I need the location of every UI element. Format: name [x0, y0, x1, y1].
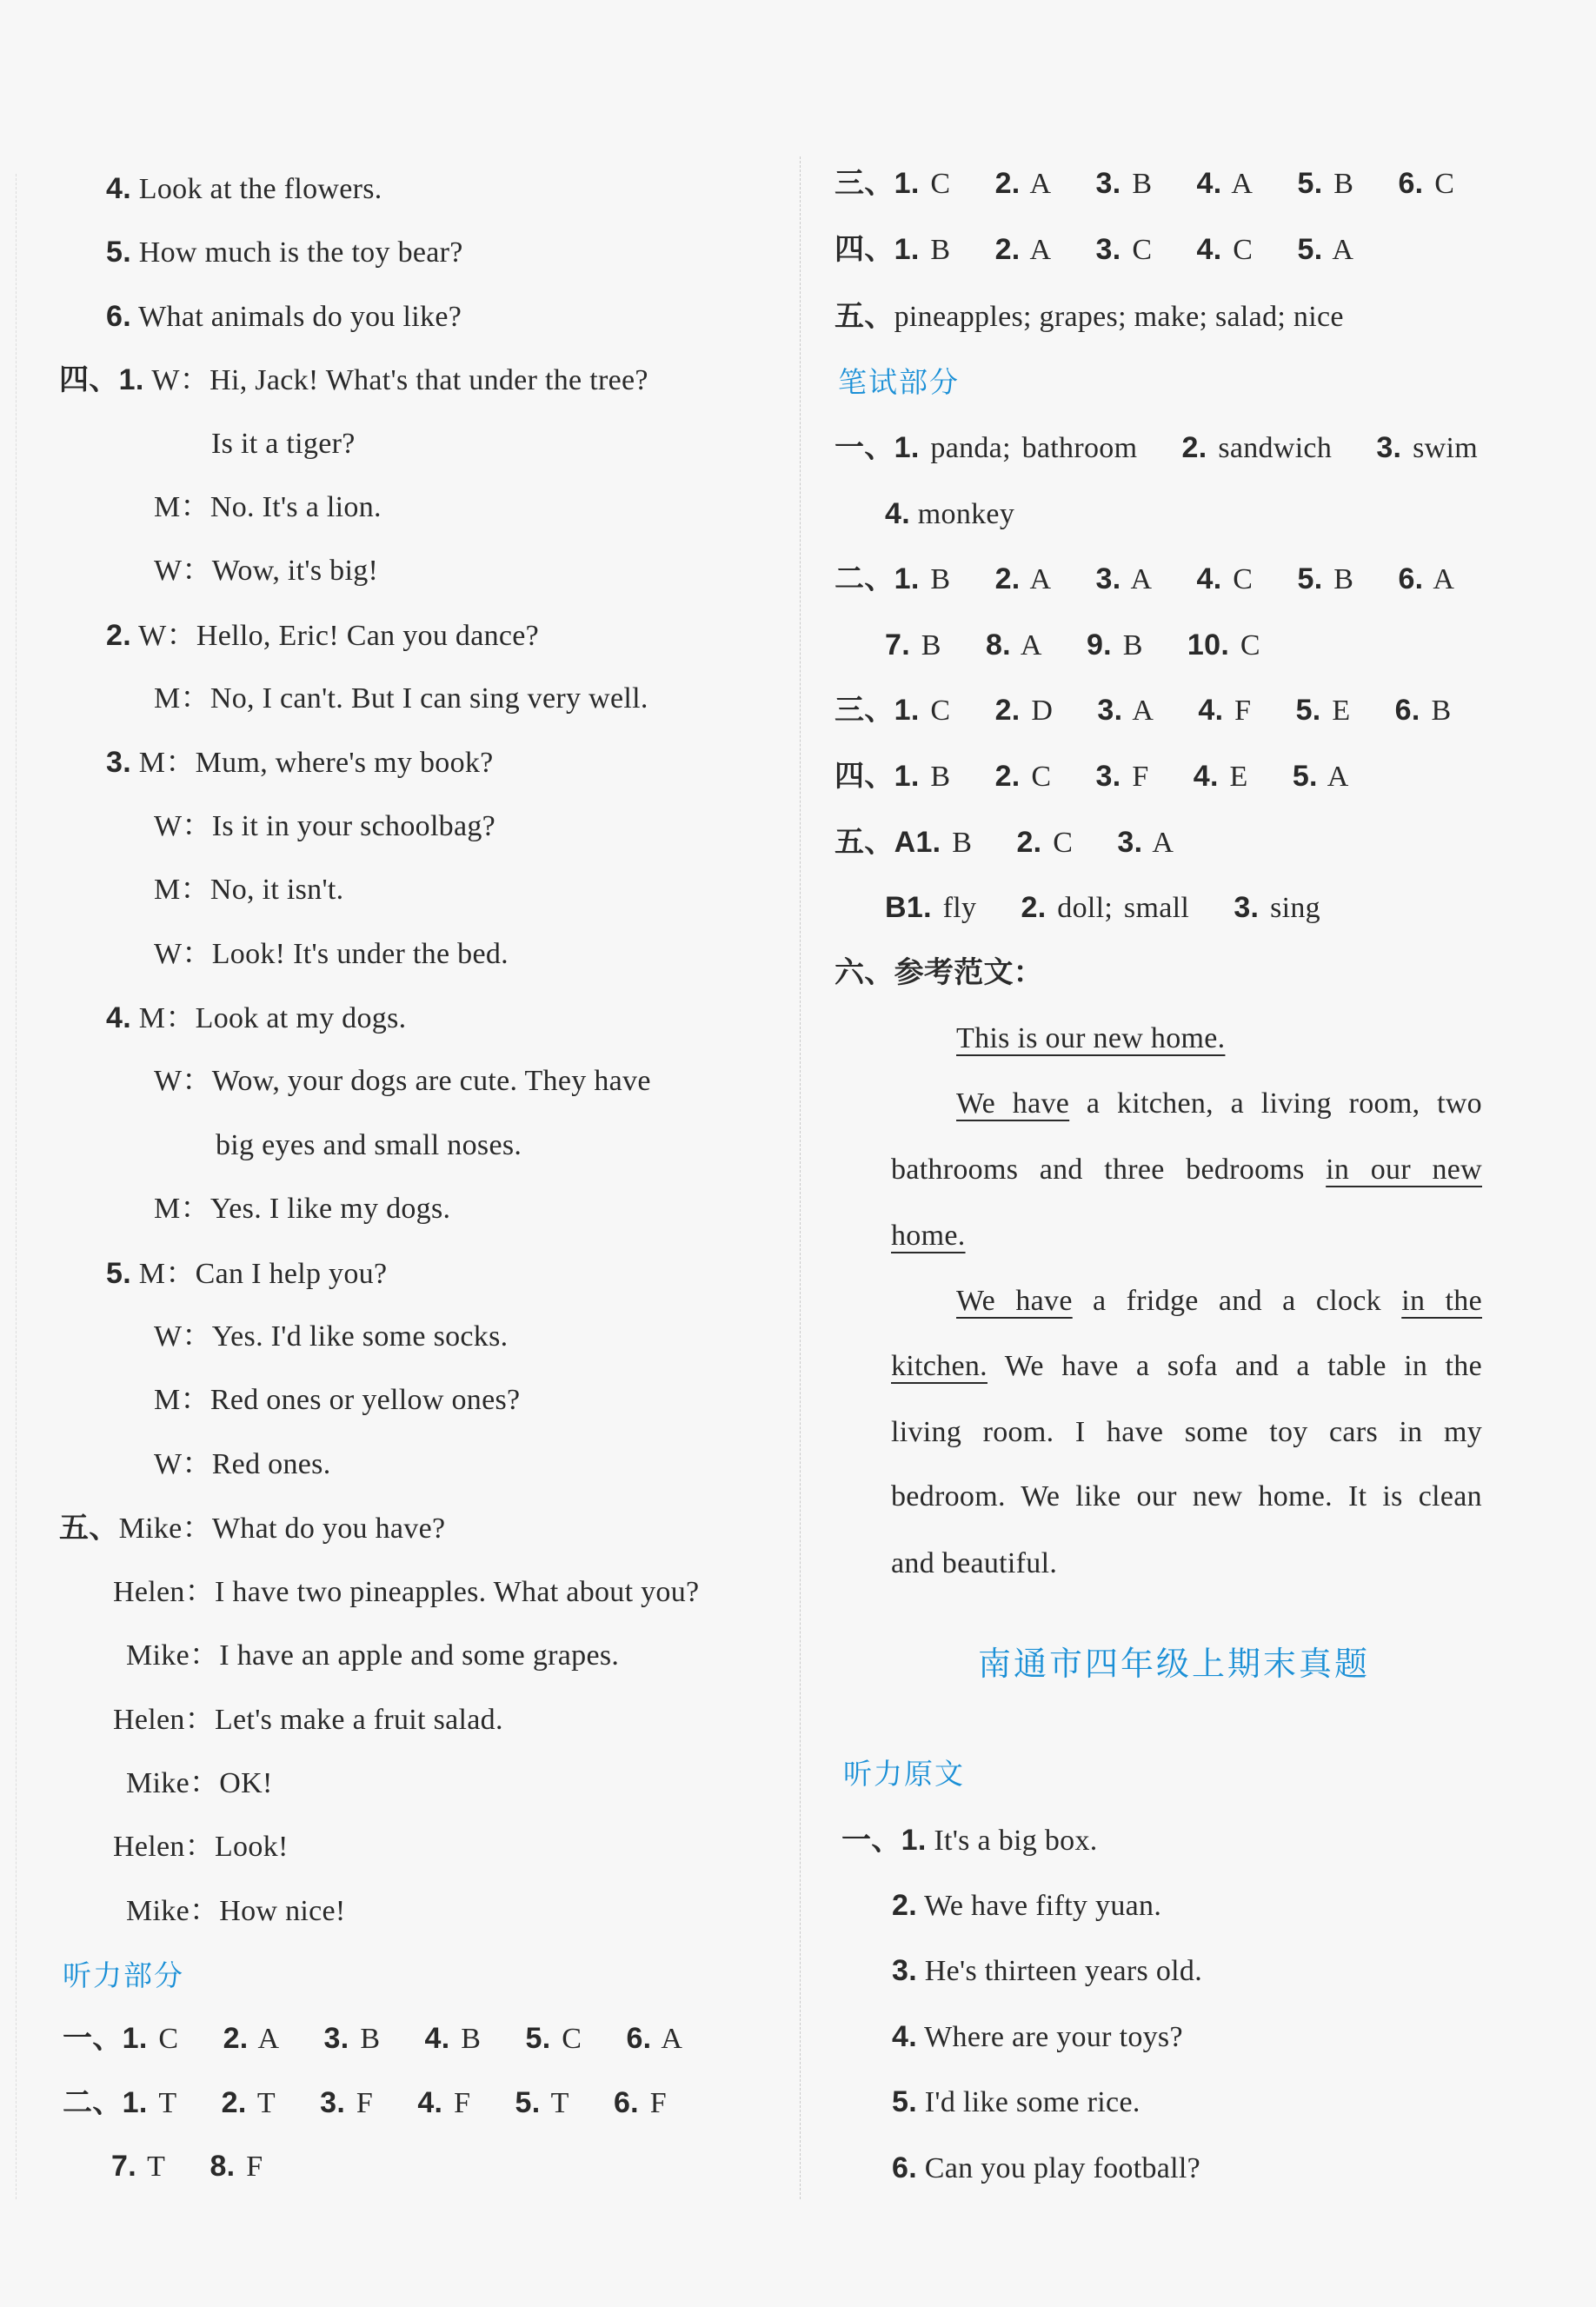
dialogue-line: 2. W：Hello, Eric! Can you dance?: [106, 619, 540, 652]
list-item: 3. He's thirteen years old.: [892, 1954, 1203, 1987]
dialogue-line: 5. M：Can I help you?: [106, 1257, 388, 1290]
essay-line: We have a kitchen, a living room, two: [956, 1087, 1482, 1120]
essay-line: kitchen. We have a sofa and a table in the: [891, 1350, 1482, 1382]
list-item: 5. How much is the toy bear?: [106, 236, 463, 269]
dialogue-line: 3. M：Mum, where's my book?: [106, 746, 494, 779]
essay-line: This is our new home.: [956, 1022, 1226, 1054]
dialogue-line: Is it a tiger?: [211, 428, 356, 460]
answer-row: B1. fly 2. doll; small 3. sing: [885, 891, 1320, 924]
answer-row: 7. B 8. A 9. B 10. C: [885, 628, 1260, 662]
essay-line: living room. I have some toy cars in my: [891, 1416, 1482, 1448]
answer-row: 三、1. C 2. A 3. B 4. A 5. B 6. C: [835, 167, 1455, 200]
answer-row: 一、1. C 2. A 3. B 4. B 5. C 6. A: [63, 2022, 683, 2055]
right-column: [808, 0, 1596, 2307]
answer-row: 四、1. B 2. A 3. C 4. C 5. A: [835, 233, 1354, 266]
dialogue-line: Mike：OK!: [126, 1767, 273, 1799]
answer-row: 四、1. B 2. C 3. F 4. E 5. A: [835, 760, 1349, 793]
list-item: 4. Where are your toys?: [892, 2020, 1183, 2053]
essay-line: bathrooms and three bedrooms in our new: [891, 1154, 1482, 1186]
list-item: 6. Can you play football?: [892, 2151, 1201, 2184]
essay-line: and beautiful.: [891, 1547, 1058, 1579]
left-column: [0, 0, 795, 2307]
essay-line: home.: [891, 1220, 966, 1252]
answer-row: 二、1. T 2. T 3. F 4. F 5. T 6. F: [63, 2086, 667, 2119]
section-heading: 听力原文: [843, 1757, 965, 1791]
answer-row: 五、pineapples; grapes; make; salad; nice: [835, 300, 1344, 333]
section-heading: 听力部分: [63, 1958, 184, 1992]
dialogue-line: W：Red ones.: [154, 1448, 331, 1480]
answer-row: 三、1. C 2. D 3. A 4. F 5. E 6. B: [835, 694, 1452, 727]
essay-label: 六、参考范文：: [835, 956, 1044, 989]
dialogue-line: W：Yes. I'd like some socks.: [154, 1320, 509, 1353]
column-divider: [800, 156, 801, 2199]
dialogue-line: M：Red ones or yellow ones?: [154, 1384, 521, 1416]
dialogue-line: Mike：How nice!: [126, 1895, 346, 1927]
dialogue-line: W：Wow, it's big!: [154, 555, 379, 587]
dialogue-line: M：No, it isn't.: [154, 874, 344, 906]
dialogue-line: W：Wow, your dogs are cute. They have: [154, 1065, 651, 1097]
dialogue-line: Helen：Look!: [113, 1831, 289, 1863]
dialogue-line: Helen：Let's make a fruit salad.: [113, 1704, 503, 1736]
list-item: 4. Look at the flowers.: [106, 172, 382, 205]
dialogue-line: 五、Mike：What do you have?: [59, 1512, 446, 1545]
dialogue-line: big eyes and small noses.: [216, 1129, 522, 1161]
dialogue-line: M：Yes. I like my dogs.: [154, 1193, 451, 1225]
answer-row: 一、1. panda; bathroom 2. sandwich 3. swim: [835, 431, 1479, 464]
dialogue-line: M：No. It's a lion.: [154, 491, 382, 523]
dialogue-line: M：No, I can't. But I can sing very well.: [154, 682, 648, 715]
essay-line: We have a fridge and a clock in the: [956, 1285, 1482, 1317]
exam-title: 南通市四年级上期末真题: [978, 1645, 1371, 1683]
list-item: 一、1. It's a big box.: [841, 1824, 1098, 1857]
answer-row: 7. T 8. F: [111, 2150, 263, 2183]
dialogue-line: 四、1. W：Hi, Jack! What's that under the tree?: [59, 363, 648, 396]
answer-row: 五、A1. B 2. C 3. A: [835, 826, 1174, 859]
list-item: 6. What animals do you like?: [106, 300, 462, 333]
dialogue-line: W：Look! It's under the bed.: [154, 938, 509, 970]
list-item: 5. I'd like some rice.: [892, 2085, 1140, 2118]
answer-row: 二、1. B 2. A 3. A 4. C 5. B 6. A: [835, 562, 1455, 595]
dialogue-line: Helen：I have two pineapples. What about you?: [113, 1576, 700, 1608]
dialogue-line: 4. M：Look at my dogs.: [106, 1001, 407, 1034]
answer-row: 4. monkey: [885, 497, 1015, 530]
essay-line: bedroom. We like our new home. It is clean: [891, 1480, 1482, 1513]
dialogue-line: W：Is it in your schoolbag?: [154, 810, 496, 842]
section-heading: 笔试部分: [838, 365, 960, 399]
list-item: 2. We have fifty yuan.: [892, 1889, 1162, 1922]
dialogue-line: Mike：I have an apple and some grapes.: [126, 1639, 620, 1672]
